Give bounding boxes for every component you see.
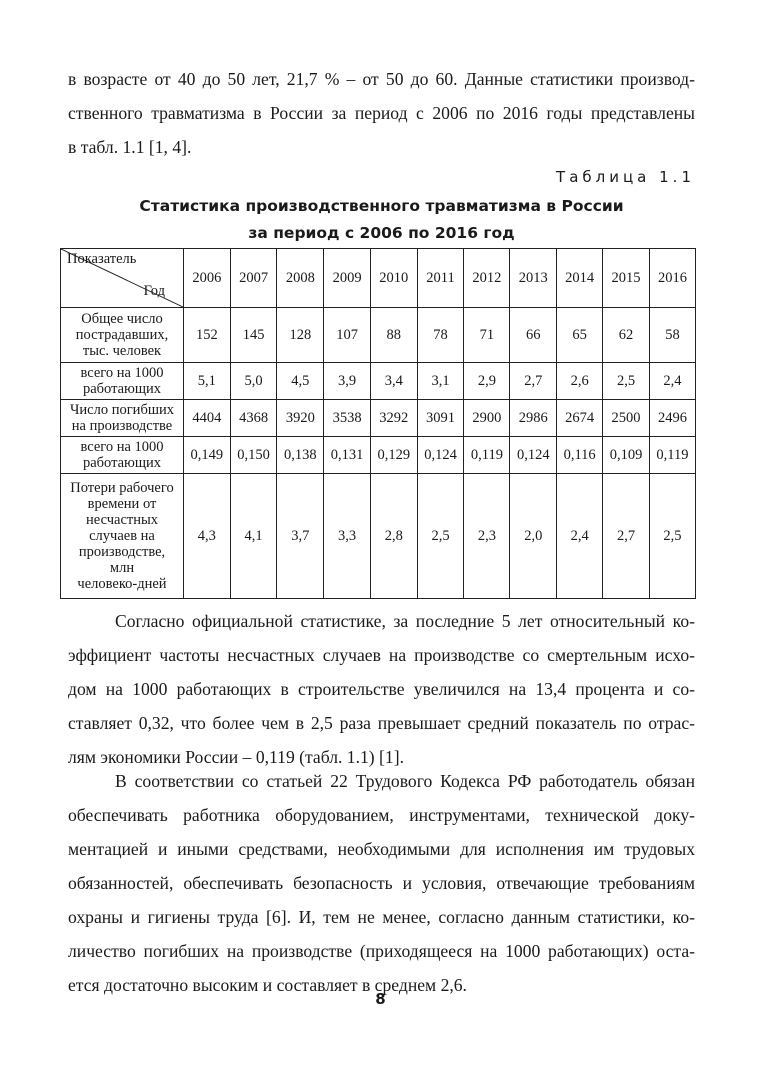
table-cell: 2,5 xyxy=(649,474,695,599)
table-cell: 3091 xyxy=(417,400,464,437)
text-line: Согласно официальной статистике, за последние 5 лет относительный ко- xyxy=(115,611,695,631)
text-line: в табл. 1.1 [1, 4]. xyxy=(68,137,192,157)
row-label-line: человеко-дней xyxy=(77,576,167,592)
row-label-line: тыс. человек xyxy=(82,343,162,359)
text-line: обеспечивать работника оборудованием, инструментами, технической доку- xyxy=(68,805,695,825)
row-label-line: времени от xyxy=(87,496,157,512)
table-cell: 0,116 xyxy=(557,437,603,474)
table-cell: 3,9 xyxy=(324,363,371,400)
row-label xyxy=(61,474,184,599)
row-label-line: Число погибших xyxy=(70,402,174,418)
table-cell: 4368 xyxy=(230,400,277,437)
table-cell: 71 xyxy=(464,308,510,363)
year-header: 2009 xyxy=(324,249,371,308)
row-label-line: млн xyxy=(109,560,135,576)
table-cell: 2,4 xyxy=(557,474,603,599)
row-label-line: работающих xyxy=(82,455,162,471)
row-label-line: случаев на xyxy=(89,528,155,544)
table-cell: 2,0 xyxy=(510,474,557,599)
year-header: 2014 xyxy=(557,249,603,308)
table-cell: 5,1 xyxy=(184,363,231,400)
table-cell: 4,3 xyxy=(184,474,231,599)
paragraph-intro xyxy=(68,62,695,164)
table-cell: 128 xyxy=(277,308,324,363)
table-cell: 3292 xyxy=(370,400,417,437)
table-cell: 65 xyxy=(557,308,603,363)
table-cell: 0,119 xyxy=(649,437,695,474)
text-line: в возрасте от 40 до 50 лет, 21,7 % – от 50 до 60. Данные статистики производ- xyxy=(68,69,695,89)
table-cell: 2,5 xyxy=(417,474,464,599)
table-row xyxy=(61,363,696,400)
row-label-line: пострадавших, xyxy=(75,327,169,343)
table-cell: 0,149 xyxy=(184,437,231,474)
corner-label-year: Год xyxy=(143,283,165,299)
table-label: Таблица 1.1 xyxy=(556,168,695,186)
table-row xyxy=(61,474,696,599)
paragraph-labor-code xyxy=(68,764,695,1002)
table-cell: 0,150 xyxy=(230,437,277,474)
table-cell: 0,109 xyxy=(603,437,650,474)
year-header: 2012 xyxy=(464,249,510,308)
year-header: 2016 xyxy=(649,249,695,308)
table-row xyxy=(61,308,696,363)
table-cell: 107 xyxy=(324,308,371,363)
table-header-row xyxy=(61,249,696,308)
table-title-line: Статистика производственного травматизма в России xyxy=(139,197,624,215)
table-cell: 0,129 xyxy=(370,437,417,474)
table-corner-cell xyxy=(61,249,184,308)
table-cell: 0,119 xyxy=(464,437,510,474)
text-line: эффициент частоты несчастных случаев на производстве со смертельным исхо- xyxy=(68,645,695,665)
table-cell: 58 xyxy=(649,308,695,363)
table-cell: 2,7 xyxy=(603,474,650,599)
row-label xyxy=(61,363,184,400)
table-cell: 0,131 xyxy=(324,437,371,474)
table-cell: 0,138 xyxy=(277,437,324,474)
table-cell: 4404 xyxy=(184,400,231,437)
table-cell: 3920 xyxy=(277,400,324,437)
table-cell: 2500 xyxy=(603,400,650,437)
row-label-line: несчастных xyxy=(86,512,158,528)
table-cell: 145 xyxy=(230,308,277,363)
table-cell: 78 xyxy=(417,308,464,363)
paragraph-statistics xyxy=(68,604,695,774)
text-line: обязанностей, обеспечивать безопасность и условия, отвечающие требованиям xyxy=(68,873,695,893)
table-cell: 2,9 xyxy=(464,363,510,400)
table-cell: 3,4 xyxy=(370,363,417,400)
row-label-line: работающих xyxy=(82,381,162,397)
page-number: 8 xyxy=(375,990,386,1008)
row-label xyxy=(61,400,184,437)
text-line: лям экономики России – 0,119 (табл. 1.1) [1]. xyxy=(68,747,404,767)
row-label xyxy=(61,437,184,474)
table-title-line: за период с 2006 по 2016 год xyxy=(248,224,515,242)
table-cell: 2,4 xyxy=(649,363,695,400)
table-cell: 3,1 xyxy=(417,363,464,400)
year-header: 2011 xyxy=(417,249,464,308)
year-header: 2010 xyxy=(370,249,417,308)
year-header: 2007 xyxy=(230,249,277,308)
table-cell: 3,3 xyxy=(324,474,371,599)
table-cell: 2,7 xyxy=(510,363,557,400)
year-header: 2006 xyxy=(184,249,231,308)
year-header: 2015 xyxy=(603,249,650,308)
table-cell: 2900 xyxy=(464,400,510,437)
table-cell: 2,5 xyxy=(603,363,650,400)
table-cell: 2,8 xyxy=(370,474,417,599)
table-cell: 2496 xyxy=(649,400,695,437)
row-label-line: на производстве xyxy=(71,418,173,434)
text-line: ственного травматизма в России за период с 2006 по 2016 годы представлены xyxy=(68,103,695,123)
row-label-line: Общее число xyxy=(81,311,163,327)
corner-label-indicator: Показатель xyxy=(67,251,137,267)
row-label-line: всего на 1000 xyxy=(80,365,164,381)
table-title xyxy=(68,193,695,247)
table-cell: 88 xyxy=(370,308,417,363)
table-cell: 62 xyxy=(603,308,650,363)
text-line: личество погибших на производстве (приходящееся на 1000 работающих) оста- xyxy=(68,941,695,961)
text-line: дом на 1000 работающих в строительстве увеличился на 13,4 процента и со- xyxy=(68,679,695,699)
text-line: ментацией и иными средствами, необходимыми для исполнения им трудовых xyxy=(68,839,695,859)
text-line: В соответствии со статьей 22 Трудового Кодекса РФ работодатель обязан xyxy=(115,771,695,791)
row-label-line: всего на 1000 xyxy=(80,439,164,455)
row-label-line: Потери рабочего xyxy=(70,480,174,496)
table-cell: 66 xyxy=(510,308,557,363)
table-cell: 2986 xyxy=(510,400,557,437)
year-header: 2013 xyxy=(510,249,557,308)
row-label-line: производстве, xyxy=(78,544,166,560)
text-line: ется достаточно высоким и составляет в среднем 2,6. xyxy=(68,975,467,995)
row-label xyxy=(61,308,184,363)
table-cell: 152 xyxy=(184,308,231,363)
statistics-table xyxy=(60,248,696,599)
table-cell: 0,124 xyxy=(510,437,557,474)
table-cell: 3538 xyxy=(324,400,371,437)
text-line: охраны и гигиены труда [6]. И, тем не менее, согласно данным статистики, ко- xyxy=(68,907,695,927)
table-cell: 3,7 xyxy=(277,474,324,599)
table-row xyxy=(61,400,696,437)
table-cell: 2674 xyxy=(557,400,603,437)
year-header: 2008 xyxy=(277,249,324,308)
table-cell: 4,5 xyxy=(277,363,324,400)
table-cell: 2,3 xyxy=(464,474,510,599)
table-cell: 2,6 xyxy=(557,363,603,400)
table-cell: 4,1 xyxy=(230,474,277,599)
table-cell: 5,0 xyxy=(230,363,277,400)
text-line: ставляет 0,32, что более чем в 2,5 раза превышает средний показатель по отрас- xyxy=(68,713,695,733)
table-cell: 0,124 xyxy=(417,437,464,474)
table-row xyxy=(61,437,696,474)
